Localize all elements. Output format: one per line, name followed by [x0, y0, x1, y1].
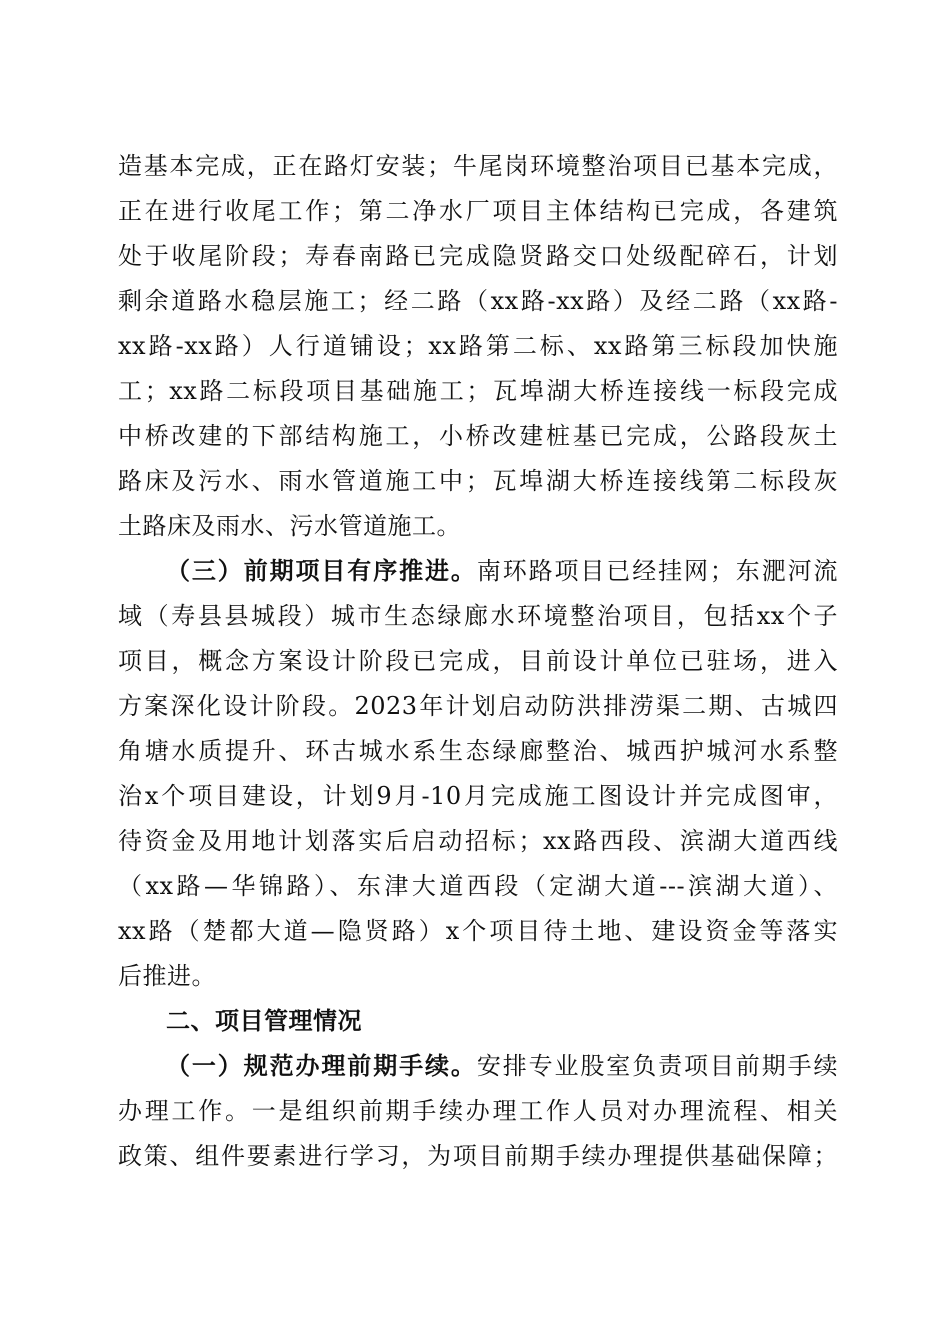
text-line: 政策、组件要素进行学习，为项目前期手续办理提供基础保障；: [118, 1142, 838, 1170]
text-line: 域（寿县县城段）城市生态绿廊水环境整治项目，包括xx个子: [118, 602, 838, 630]
text-line: 后推进。: [118, 962, 216, 990]
subsection-heading: （三）前期项目有序推进。: [166, 557, 477, 585]
text-line: 工；xx路二标段项目基础施工；瓦埠湖大桥连接线一标段完成: [118, 377, 838, 405]
text-line: xx路-xx路）人行道铺设；xx路第二标、xx路第三标段加快施: [118, 332, 838, 360]
text-line: 方案深化设计阶段。2023年计划启动防洪排涝渠二期、古城四: [118, 692, 838, 720]
text-line: 剩余道路水稳层施工；经二路（xx路-xx路）及经二路（xx路-: [118, 287, 838, 315]
paragraph-construction-progress: [118, 144, 838, 549]
paragraph-first-line: [118, 549, 838, 594]
document-body: [118, 144, 838, 1179]
text-line: 角塘水质提升、环古城水系生态绿廊整治、城西护城河水系整: [118, 737, 838, 765]
text-line: 造基本完成，正在路灯安装；牛尾岗环境整治项目已基本完成，: [118, 152, 838, 180]
paragraph-preliminary-procedures: [118, 1044, 838, 1179]
section-heading: 二、项目管理情况: [166, 1007, 362, 1035]
subsection-heading: （一）规范办理前期手续。: [166, 1052, 477, 1080]
text-line: 正在进行收尾工作；第二净水厂项目主体结构已完成，各建筑: [118, 197, 838, 225]
paragraph-preliminary-projects: [118, 549, 838, 999]
text-line: 待资金及用地计划落实后启动招标；xx路西段、滨湖大道西线: [118, 827, 838, 855]
text-line: 处于收尾阶段；寿春南路已完成隐贤路交口处级配碎石，计划: [118, 242, 838, 270]
text-span: 南环路项目已经挂网；东淝河流: [476, 557, 838, 585]
text-line: 治x个项目建设，计划9月-10月完成施工图设计并完成图审，: [118, 782, 838, 810]
text-line: xx路（楚都大道—隐贤路）x个项目待土地、建设资金等落实: [118, 917, 838, 945]
text-line: 中桥改建的下部结构施工，小桥改建桩基已完成，公路段灰土: [118, 422, 838, 450]
text-line: 项目，概念方案设计阶段已完成，目前设计单位已驻场，进入: [118, 647, 838, 675]
text-line: 路床及污水、雨水管道施工中；瓦埠湖大桥连接线第二标段灰: [118, 467, 838, 495]
text-span: 安排专业股室负责项目前期手续: [476, 1052, 838, 1080]
text-line: 土路床及雨水、污水管道施工。: [118, 512, 461, 540]
text-line: （xx路—华锦路）、东津大道西段（定湖大道---滨湖大道）、: [118, 872, 838, 900]
text-line: 办理工作。一是组织前期手续办理工作人员对办理流程、相关: [118, 1097, 838, 1125]
paragraph-first-line: [118, 1044, 838, 1089]
